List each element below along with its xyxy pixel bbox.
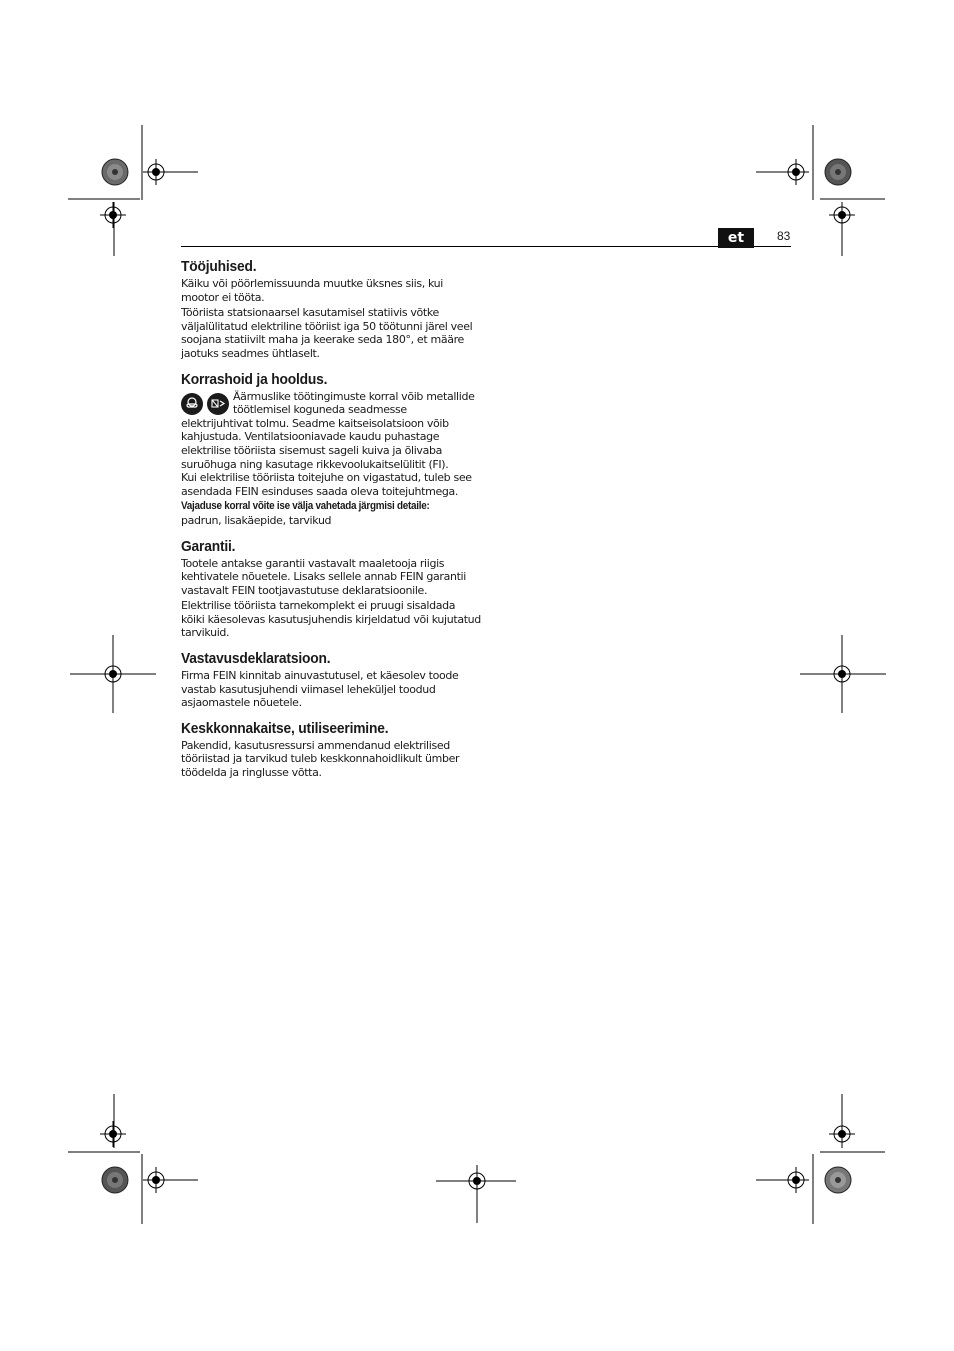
registration-target-icon — [100, 1121, 126, 1147]
registration-target-icon — [143, 159, 169, 185]
color-rosette-icon — [824, 1166, 852, 1194]
registration-target-icon — [829, 1121, 855, 1147]
paragraph: Pakendid, kasutusressursi ammendanud elektrilised tööriistad ja tarvikud tuleb keskkonnahoidlikult ümber töödelda ja ringlusse võtta. — [181, 738, 460, 780]
registration-target-icon — [783, 1167, 809, 1193]
section-title: Garantii. — [181, 537, 236, 555]
paragraph: Äärmuslike töötingimuste korral võib metallide töötlemisel koguneda seadmesse elektrijuhtivat tolmu. Seadme kaitseisolatsioon võib kahjustuda. Ventilatsiooniavade kaudu puhastage elektrilise tööriista sisemust sageli kuiva ja õlivaba suruõhuga ning kasutage rikkevoolukaitselülitit (FI). — [181, 389, 475, 471]
crop-mark-icon — [750, 1090, 900, 1230]
section-warranty — [181, 538, 481, 641]
paragraph: Kui elektrilise tööriista toitejuhe on vigastatud, tuleb see asendada FEIN esinduses saada oleva toitejuhtmega. — [181, 471, 472, 498]
paragraph: Firma FEIN kinnitab ainuvastutusel, et käesolev toode vastab kasutusjuhendi viimasel leheküljel toodud asjaomastele nõuetele. — [181, 669, 459, 710]
color-rosette-icon — [824, 158, 852, 186]
paragraph: Käiku või pöörlemissuunda muutke üksnes siis, kui mootor ei tööta. — [181, 277, 443, 304]
crop-mark-icon — [60, 1090, 210, 1230]
paragraph: Tööriista statsionaarsel kasutamisel statiivis võtke väljalülitatud elektriline tööriist iga 50 töötunni järel veel soojana statiivilt maha ja keerake seda 180°, et määre jaotuks seadmes ühtlaselt. — [181, 306, 473, 360]
page-number: 83 — [777, 229, 791, 243]
registration-target-icon — [100, 202, 126, 228]
content-column — [181, 258, 481, 790]
parts-label: Vajaduse korral võite ise välja vahetada järgmisi detaile: — [181, 500, 430, 513]
section-title: Keskkonnakaitse, utiliseerimine. — [181, 719, 389, 737]
section-work-instructions — [181, 258, 481, 361]
parts-list: padrun, lisakäepide, tarvikud — [181, 513, 332, 527]
registration-target-icon — [100, 661, 126, 687]
registration-target-icon — [829, 202, 855, 228]
crop-mark-icon — [750, 120, 900, 260]
section-title: Vastavusdeklaratsioon. — [181, 650, 331, 668]
section-conformity — [181, 650, 481, 710]
paragraph: Elektrilise tööriista tarnekomplekt ei pruugi sisaldada kõiki käesolevas kasutusjuhendis kirjeldatud või kujutatud tarvikuid. — [181, 599, 481, 640]
section-title: Tööjuhised. — [181, 258, 257, 275]
section-maintenance — [181, 371, 481, 528]
registration-target-icon — [143, 1167, 169, 1193]
language-tab: et — [718, 228, 754, 248]
crop-mark-icon — [60, 120, 210, 260]
paragraph: Tootele antakse garantii vastavalt maaletooja riigis kehtivatele nõuetele. Lisaks sellele annab FEIN garantii vastavalt FEIN tootjavastutuse deklaratsioonile. — [181, 556, 466, 597]
header-rule — [181, 246, 791, 247]
registration-target-icon — [464, 1168, 490, 1194]
registration-target-icon — [783, 159, 809, 185]
dust-extraction-icon — [207, 393, 229, 415]
section-environment — [181, 720, 481, 780]
symbol-row — [181, 393, 229, 415]
safety-goggles-icon — [181, 393, 203, 415]
section-title: Korrashoid ja hooldus. — [181, 370, 328, 388]
replaceable-parts — [181, 500, 481, 527]
color-rosette-icon — [101, 158, 129, 186]
color-rosette-icon — [101, 1166, 129, 1194]
registration-target-icon — [829, 661, 855, 687]
